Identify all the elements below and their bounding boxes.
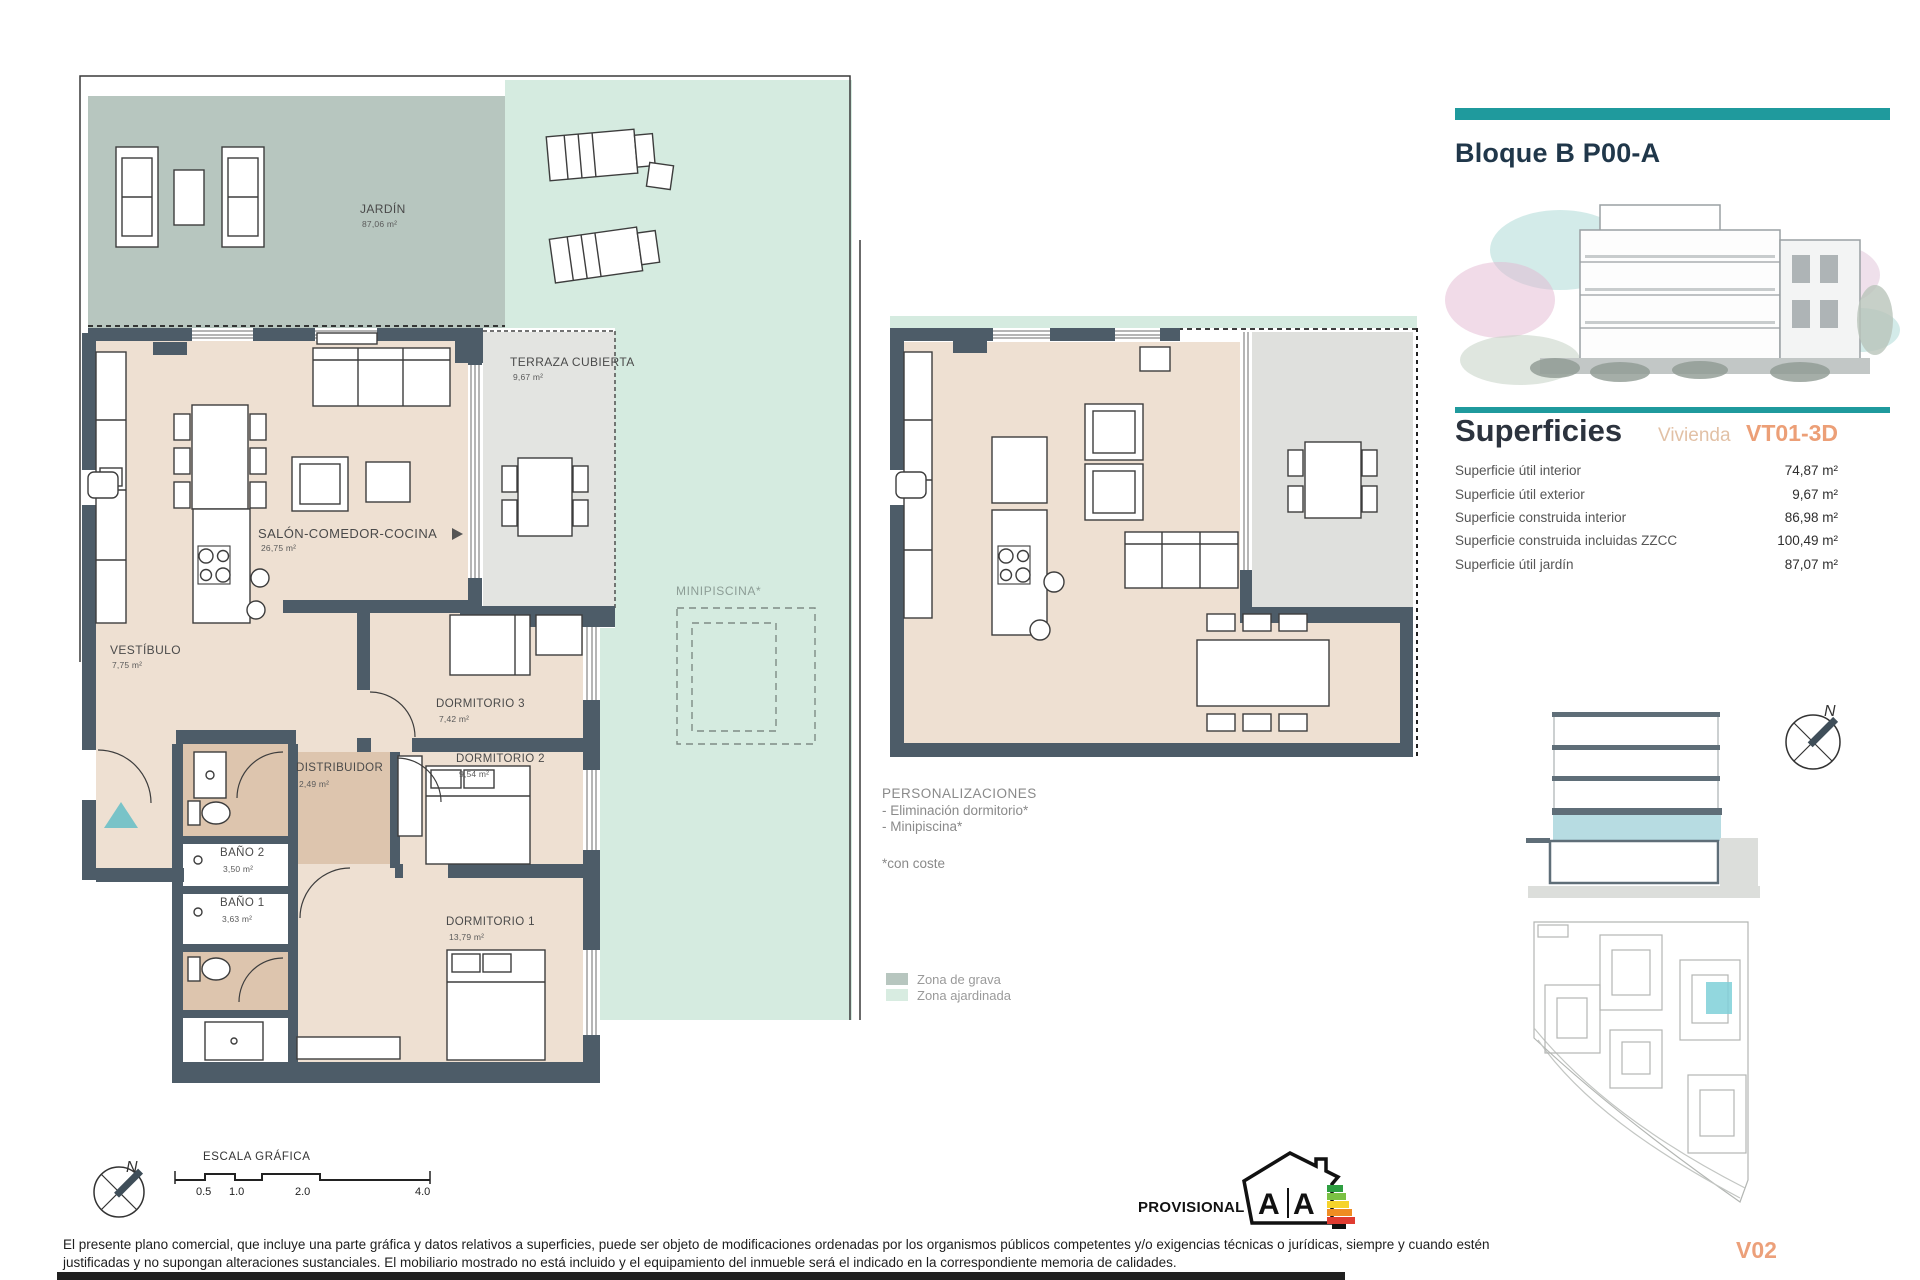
row-value: 87,07 m² [1784, 556, 1838, 572]
header-accent-bar [1455, 108, 1890, 120]
zone-legend [886, 971, 1011, 1003]
room-area-bano1: 3,63 m² [222, 914, 253, 924]
personalizaciones-item: - Minipiscina* [882, 819, 963, 834]
row-label: Superficie útil exterior [1455, 486, 1585, 502]
room-area-terraza: 9,67 m² [513, 372, 544, 382]
compass-north-label: N [1824, 703, 1836, 720]
page-title: Bloque B P00-A [1455, 138, 1661, 168]
garden-swatch-icon [886, 989, 908, 1001]
plan-version: V02 [1736, 1237, 1777, 1263]
row-label: Superficie construida incluidas ZZCC [1455, 533, 1678, 549]
compass-north-label: N [126, 1159, 138, 1176]
superficies-table [1455, 459, 1838, 576]
room-area-dormitorio2: 9,54 m² [459, 769, 490, 779]
row-label: Superficie útil jardín [1455, 556, 1574, 572]
row-label: Superficie construida interior [1455, 509, 1627, 525]
row-value: 9,67 m² [1792, 486, 1838, 502]
scale-tick: 4.0 [415, 1186, 431, 1198]
building-illustration [1445, 205, 1900, 385]
legend-item-grava [886, 971, 1011, 987]
room-area-distribuidor: 2,49 m² [299, 779, 330, 789]
room-area-jardin: 87,06 m² [362, 219, 398, 229]
table-row [1455, 459, 1838, 482]
room-area-salon: 26,75 m² [261, 543, 297, 553]
svg-text:A: A [1258, 1188, 1280, 1221]
variant-floor-plan [890, 316, 1417, 757]
room-label-jardin: JARDÍN [360, 202, 406, 216]
scale-bar [175, 1171, 430, 1184]
room-label-distribuidor: DISTRIBUIDOR [296, 762, 384, 774]
superficies-subheading: Vivienda [1658, 425, 1731, 446]
personalizaciones-title: PERSONALIZACIONES [882, 786, 1037, 801]
legend-label: Zona de grava [917, 971, 1001, 987]
room-label-bano1: BAÑO 1 [220, 897, 265, 909]
table-row [1455, 529, 1838, 552]
legend-item-ajardinada [886, 987, 1011, 1003]
table-row [1455, 506, 1838, 529]
svg-text:A: A [1293, 1188, 1315, 1221]
room-label-dormitorio2: DORMITORIO 2 [456, 753, 545, 765]
room-area-vestibulo: 7,75 m² [112, 660, 143, 670]
scale-tick: 1.0 [229, 1186, 245, 1198]
provisional-stamp: PROVISIONAL [1138, 1199, 1245, 1216]
room-label-dormitorio1: DORMITORIO 1 [446, 916, 535, 928]
room-label-dormitorio3: DORMITORIO 3 [436, 698, 525, 710]
room-label-bano2: BAÑO 2 [220, 847, 265, 859]
unit-code: VT01-3D [1746, 420, 1839, 446]
personalizaciones-block [882, 786, 1037, 872]
scale-title: ESCALA GRÁFICA [203, 1151, 311, 1163]
page-bottom-rule [57, 1272, 1345, 1280]
energy-rating-icon [1244, 1153, 1355, 1229]
room-area-dormitorio3: 7,42 m² [439, 714, 470, 724]
row-value: 74,87 m² [1784, 463, 1838, 479]
room-area-bano2: 3,50 m² [223, 864, 254, 874]
personalizaciones-item: - Eliminación dormitorio* [882, 802, 1029, 818]
gravel-swatch-icon [886, 973, 908, 985]
room-label-terraza: TERRAZA CUBIERTA [510, 355, 635, 369]
table-row [1455, 553, 1838, 576]
site-plan [1534, 922, 1748, 1202]
north-compass-icon [1786, 715, 1840, 769]
room-area-dormitorio1: 13,79 m² [449, 932, 485, 942]
disclaimer-text: El presente plano comercial, que incluye una parte gráfica y datos relativos a superficies, puede ser objeto de modificaciones ordenadas por los organismos públicos competentes y/o exigencias técnicas o jurídicas, siempre y cuando estén justificadas y no supongan alteraciones sustanciales. El mobiliario mostrado no está incluido y el equipamiento del inmueble será el indicado en la correspondiente memoria de calidades. [63, 1237, 1490, 1270]
section-diagram [1526, 712, 1760, 898]
room-label-minipiscina: MINIPISCINA* [676, 584, 762, 598]
superficies-heading: Superficies [1455, 413, 1623, 448]
row-value: 86,98 m² [1784, 509, 1838, 525]
row-label: Superficie útil interior [1455, 463, 1582, 479]
table-row [1455, 482, 1838, 505]
row-value: 100,49 m² [1777, 533, 1838, 549]
room-label-salon: SALÓN-COMEDOR-COCINA [258, 526, 438, 541]
room-label-vestibulo: VESTÍBULO [110, 643, 181, 657]
scale-tick: 0.5 [196, 1186, 212, 1198]
legend-label: Zona ajardinada [917, 987, 1011, 1003]
personalizaciones-note: *con coste [882, 855, 946, 871]
scale-tick: 2.0 [295, 1186, 311, 1198]
